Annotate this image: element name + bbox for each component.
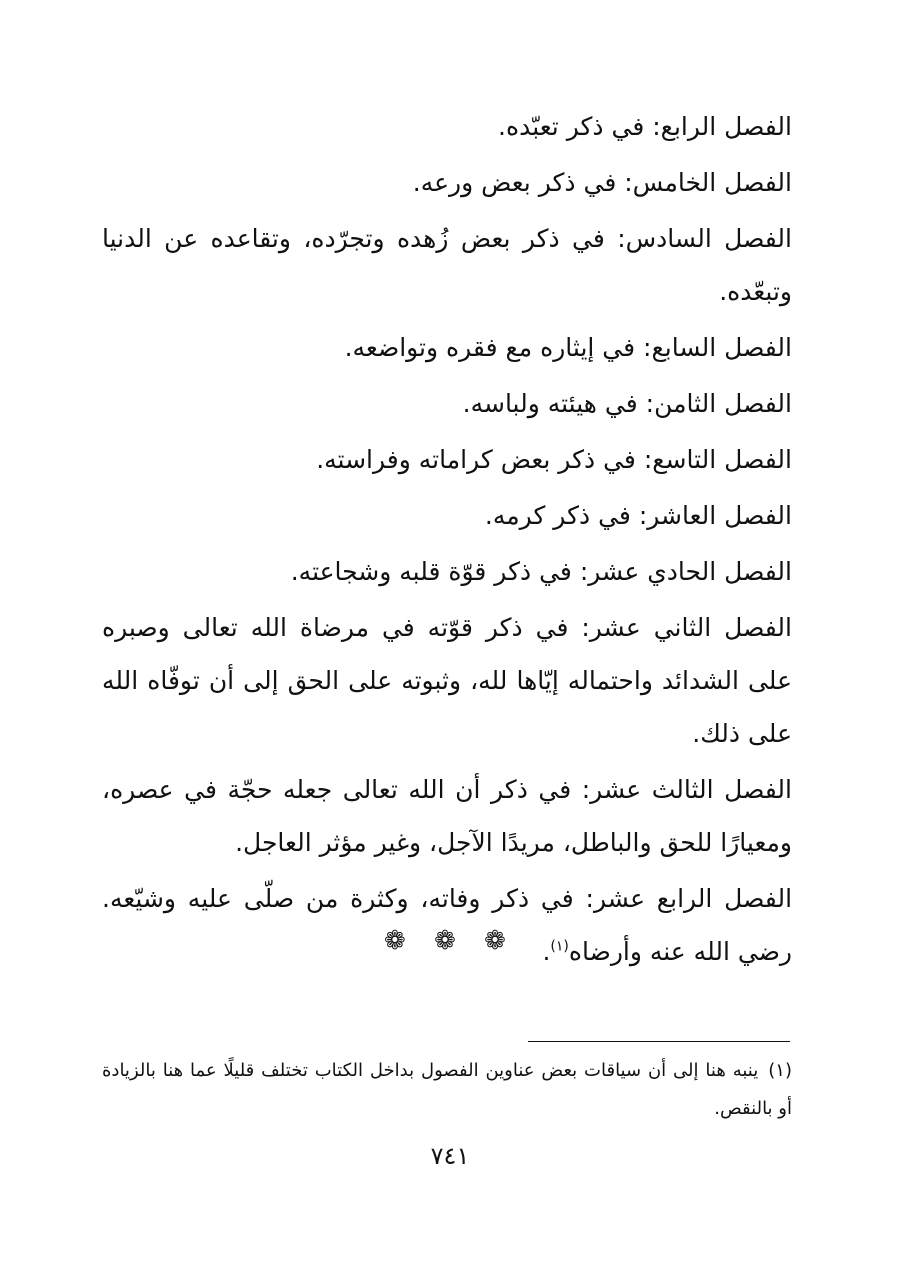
chapter-description: في ذكر بعض ورعه.: [412, 168, 617, 197]
chapter-description: في ذكر بعض زُهده وتجرّده، وتقاعده عن الدنيا وتبعّده.: [102, 224, 792, 306]
footnote-number: (١): [768, 1060, 792, 1081]
chapter-line: [102, 545, 792, 598]
chapter-label: الفصل الرابع عشر:: [585, 884, 793, 913]
chapter-line: [102, 100, 792, 153]
footnote: [102, 1052, 792, 1128]
chapter-line: [102, 763, 792, 869]
main-text: [102, 100, 792, 981]
chapter-description: في ذكر بعض كراماته وفراسته.: [316, 445, 636, 474]
chapter-description: في ذكر قوّته في مرضاة الله تعالى وصبره على الشدائد واحتماله إيّاها لله، وثبوته على الحق إلى أن توفّاه الله على ذلك.: [102, 613, 792, 748]
chapter-description: في إيثاره مع فقره وتواضعه.: [344, 333, 636, 362]
footnote-separator: [528, 1041, 790, 1042]
chapter-description: في ذكر تعبّده.: [498, 112, 645, 141]
chapter-label: الفصل الثالث عشر:: [581, 775, 792, 804]
chapter-description: في ذكر كرمه.: [484, 501, 631, 530]
chapter-label: الفصل الثاني عشر:: [581, 613, 792, 642]
footnote-reference: (١): [550, 938, 569, 955]
chapter-label: الفصل الخامس:: [624, 168, 792, 197]
footnote-text: ينبه هنا إلى أن سياقات بعض عناوين الفصول بداخل الكتاب تختلف قليلًا عما هنا بالزيادة أو بالنقص.: [102, 1060, 792, 1119]
chapter-line: [102, 377, 792, 430]
chapter-line: [102, 212, 792, 318]
chapter-description: في هيئته ولباسه.: [462, 389, 638, 418]
chapter-label: الفصل الحادي عشر:: [579, 557, 792, 586]
chapter-description: في ذكر قوّة قلبه وشجاعته.: [290, 557, 572, 586]
chapter-description: في ذكر وفاته، وكثرة من صلّى عليه وشيّعه. رضي الله عنه وأرضاه: [102, 884, 792, 966]
chapter-line: [102, 433, 792, 486]
chapter-line: [102, 156, 792, 209]
chapter-label: الفصل السادس:: [617, 224, 792, 253]
chapter-description: في ذكر أن الله تعالى جعله حجّة في عصره، ومعيارًا للحق والباطل، مريدًا الآجل، وغير مؤثر العاجل.: [102, 775, 792, 857]
chapter-label: الفصل السابع:: [643, 333, 792, 362]
section-divider-ornament: ❁ ❁ ❁: [384, 926, 516, 956]
chapter-label: الفصل العاشر:: [638, 501, 792, 530]
chapter-line: [102, 489, 792, 542]
chapter-line: الفصل الرابع عشر: في ذكر وفاته، وكثرة من صلّى عليه وشيّعه. رضي الله عنه وأرضاه$^{(١)}$.: [102, 884, 793, 966]
chapter-line: [102, 321, 792, 374]
page-number: ٧٤١: [430, 1142, 470, 1170]
chapter-label: الفصل الثامن:: [645, 389, 792, 418]
chapter-label: الفصل الرابع:: [652, 112, 792, 141]
chapter-label: الفصل التاسع:: [643, 445, 792, 474]
chapter-line: [102, 601, 792, 760]
